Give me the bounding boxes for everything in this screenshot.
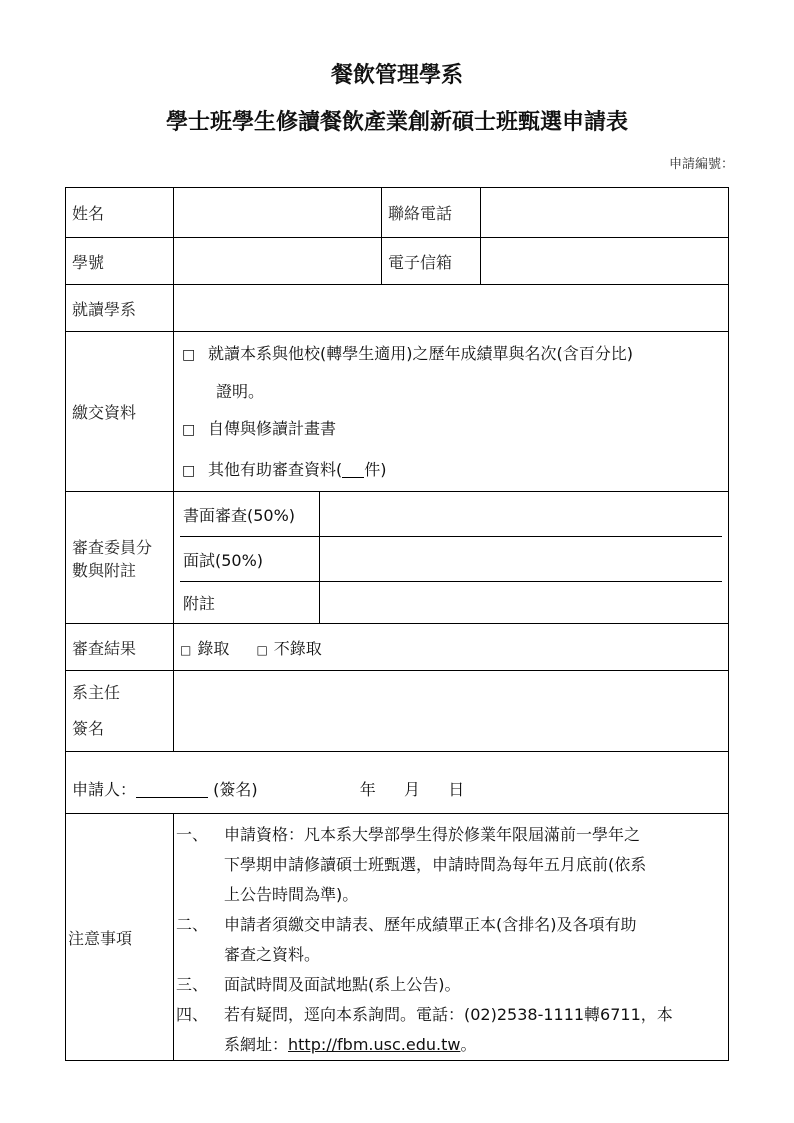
documents-cell — [174, 332, 729, 492]
student-id-field[interactable] — [174, 238, 382, 285]
chair-label-line2: 簽名 — [72, 719, 105, 738]
note-item — [176, 1000, 722, 1060]
notes-label: 注意事項 — [66, 814, 174, 1061]
application-number-label: 申請編號： — [668, 157, 734, 172]
interview-score-field[interactable] — [320, 537, 723, 582]
email-field[interactable] — [481, 238, 729, 285]
document-item-label: 就讀本系與他校(轉學生適用)之歷年成績單與名次(含百分比) — [208, 344, 633, 363]
remark-field[interactable] — [320, 582, 723, 624]
note-number: 一、 — [176, 825, 209, 844]
month-label: 月 — [404, 780, 421, 799]
note-item — [176, 970, 722, 1000]
review-label — [66, 492, 174, 624]
interview-label: 面試(50%) — [180, 537, 320, 582]
document-item-label-suffix: 件) — [364, 460, 387, 479]
phone-field[interactable] — [481, 188, 729, 238]
note-item — [176, 820, 722, 910]
pages-count-blank[interactable] — [342, 463, 364, 478]
review-label-line2: 數與附註 — [72, 560, 137, 580]
email-label: 電子信箱 — [382, 238, 481, 285]
remark-label: 附註 — [180, 582, 320, 624]
name-label: 姓名 — [66, 188, 174, 238]
student-id-label: 學號 — [66, 238, 174, 285]
review-cell — [174, 492, 729, 624]
note-number: 二、 — [176, 915, 209, 934]
website-link[interactable]: http://fbm.usc.edu.tw — [288, 1035, 461, 1054]
website-suffix: 。 — [460, 1035, 477, 1054]
admit-checkbox[interactable]: □ — [180, 642, 192, 657]
review-table — [180, 492, 722, 623]
reject-checkbox[interactable]: □ — [256, 642, 268, 657]
review-label-line1: 審查委員分 — [72, 537, 153, 557]
note-line: 申請者須繳交申請表、歷年成績單正本(含排名)及各項有助 — [224, 915, 637, 934]
note-line: 申請資格：凡本系大學部學生得於修業年限屆滿前一學年之 — [224, 825, 641, 844]
document-item-study-plan — [180, 409, 722, 450]
chair-label-line1: 系主任 — [72, 683, 121, 702]
checkbox-other[interactable]: □ — [182, 463, 196, 479]
written-review-label: 書面審查(50%) — [180, 492, 320, 537]
note-number: 四、 — [176, 1005, 209, 1024]
result-options — [174, 624, 729, 671]
admit-label: 錄取 — [197, 638, 230, 658]
document-item-label: 自傳與修讀計畫書 — [208, 419, 337, 438]
written-review-score-field[interactable] — [320, 492, 723, 537]
applicant-signature-blank[interactable] — [136, 783, 208, 798]
day-label: 日 — [448, 780, 465, 799]
document-item-transcript — [180, 334, 722, 375]
notes-cell — [174, 814, 729, 1061]
applicant-signature-row — [66, 752, 729, 814]
note-line: 下學期申請修讀碩士班甄選，申請時間為每年五月底前(依系 — [224, 855, 647, 874]
department-title: 餐飲管理學系 — [330, 63, 463, 88]
checkbox-study-plan[interactable]: □ — [182, 422, 196, 438]
chair-signature-field[interactable] — [174, 671, 729, 752]
phone-label: 聯絡電話 — [382, 188, 481, 238]
chair-signature-label — [66, 671, 174, 752]
note-line: 審查之資料。 — [224, 945, 321, 964]
reject-label: 不錄取 — [273, 638, 322, 658]
website-prefix: 系網址： — [224, 1035, 289, 1054]
note-line: 若有疑問，逕向本系詢問。電話：(02)2538-1111轉6711，本 — [224, 1005, 673, 1024]
note-number: 三、 — [176, 975, 209, 994]
note-line: 上公告時間為準)。 — [224, 885, 359, 904]
document-item-continuation: 證明。 — [216, 382, 265, 401]
note-website-line — [224, 1030, 722, 1060]
name-field[interactable] — [174, 188, 382, 238]
result-label: 審查結果 — [66, 624, 174, 671]
document-item-other — [180, 450, 722, 491]
signature-note: (簽名) — [213, 780, 258, 799]
note-item — [176, 910, 722, 970]
note-line: 面試時間及面試地點(系上公告)。 — [224, 975, 461, 994]
department-field[interactable] — [174, 285, 729, 332]
document-item-label: 其他有助審查資料( — [208, 460, 343, 479]
application-form-table — [65, 187, 729, 1061]
year-label: 年 — [359, 780, 376, 799]
department-label: 就讀學系 — [66, 285, 174, 332]
checkbox-transcript[interactable]: □ — [182, 347, 196, 363]
documents-label: 繳交資料 — [66, 332, 174, 492]
form-title: 學士班學生修讀餐飲產業創新碩士班甄選申請表 — [165, 110, 628, 135]
applicant-label: 申請人： — [72, 780, 137, 799]
